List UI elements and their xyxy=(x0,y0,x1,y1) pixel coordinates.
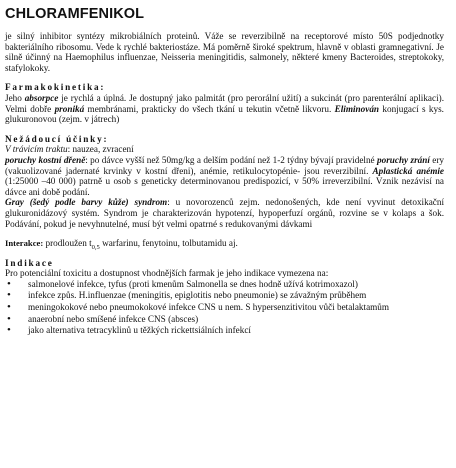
adverse-bone-marrow-paragraph xyxy=(5,155,444,197)
intro-paragraph: je silný inhibitor syntézy mikrobiálních proteinů. Váže se reverzibilně na receptorové místo 50S podjednotky bakteriálního ribosomu. Vede k rychlé bakteriostáze. Má poměrně široké spektrum, hlavně v oblasti gramnegativní. Je silně účinný na Haemophilus influenzae, Neisseria meningitidis, salmonely, některé kmeny Bacteroides, streptokoky, stafylokoky. xyxy=(5,31,444,73)
indications-intro: Pro potenciální toxicitu a dostupnost vhodnějších farmak je jeho indikace vymezena na: xyxy=(5,268,329,279)
adverse-effects-heading: Nežádoucí účinky: xyxy=(5,133,109,144)
interactions-paragraph xyxy=(5,238,444,249)
emphasis-eliminovan: Eliminován xyxy=(334,103,380,114)
subscript: 0,5 xyxy=(91,243,100,251)
adverse-gi-paragraph xyxy=(5,144,444,155)
bullet-icon: • xyxy=(7,312,11,325)
bullet-icon: • xyxy=(7,289,11,302)
text-run: (1:25000 –40 000) patrně u osob s geneticky determinovanou predispozicí, v 50% irreverzibilní. Vznik nezávisí na dávce ani době podání. xyxy=(5,176,444,197)
adverse-gray-syndrome-paragraph xyxy=(5,197,444,229)
text-run: warfarinu, fenytoinu, tolbutamidu aj. xyxy=(99,238,238,249)
list-item xyxy=(5,314,444,325)
bone-marrow-label: poruchy kostní dřeně xyxy=(5,154,86,165)
pharmacokinetics-section xyxy=(5,82,444,124)
text-run: : u novorozenců zejm. nedonošených, kde není vyvinut detoxikační glukuronidázový systém. Syndrom je charakterizován hypotenzí, hypoperfuzí orgánů, rozvine se v kolaps a šok. Podávání, pokud je nevyhnutelné, musí být velmi opatrné s redukovanými dávkami xyxy=(5,197,445,229)
list-item-text: jako alternativa tetracyklinů u těžkých rickettsiálních infekcí xyxy=(28,325,251,336)
text-run: je rychlá a úplná. Je dostupný jako palmitát (pro perorální užití) a sukcinát (pro parenterální aplikaci). Velmi dobře xyxy=(5,92,444,114)
indications-heading: Indikace xyxy=(5,257,54,268)
bullet-icon: • xyxy=(7,301,11,314)
adverse-effects-section xyxy=(5,134,444,229)
document-title: CHLORAMFENIKOL xyxy=(5,6,145,22)
text-run: konjugací s kys. glukuronovou (zejm. v játrech) xyxy=(5,103,444,125)
text-run: membránami, prakticky do všech tkání u tekutin včetně likvoru. xyxy=(84,103,335,114)
emphasis-absorpce: absorpce xyxy=(24,92,59,103)
text-run: ery (vakuolizované jadernaté krvinky v kostní dřeni), anémie, retikulocytopénie- jsou reverzibilní. xyxy=(5,154,444,176)
gi-tract-label: V trávicím traktu xyxy=(5,144,68,155)
list-item xyxy=(5,290,444,301)
gray-syndrome-label: Gray (šedý podle barvy kůže) syndrom xyxy=(5,197,168,208)
bullet-icon: • xyxy=(7,324,11,337)
emphasis-poruchy-zrani: poruchy zrání xyxy=(377,154,430,165)
indications-list xyxy=(5,279,444,336)
list-item xyxy=(5,302,444,313)
list-item-text: infekce způs. H.influenzae (meningitis, epiglotitis nebo pneumonie) se závažným průběhem xyxy=(28,290,367,301)
list-item xyxy=(5,325,444,336)
text-run: prodloužen t xyxy=(43,238,92,249)
text-run: : nauzea, zvracení xyxy=(67,144,134,155)
pharmacokinetics-paragraph xyxy=(5,93,444,125)
pharmacokinetics-heading: Farmakokinetika: xyxy=(5,82,106,93)
bullet-icon: • xyxy=(7,277,11,290)
list-item-text: anaerobní nebo smíšené infekce CNS (absces) xyxy=(28,313,199,324)
interactions-section xyxy=(5,238,444,249)
text-run: Jeho xyxy=(5,92,25,103)
emphasis-pronika: proniká xyxy=(54,103,85,114)
indications-section xyxy=(5,258,444,336)
list-item xyxy=(5,279,444,290)
list-item-text: salmonelové infekce, tyfus (proti kmenům Salmonella se dnes hodně užívá kotrimoxazol) xyxy=(28,278,358,289)
text-run: : po dávce vyšší než 50mg/kg a delším podání než 1-2 týdny bývají pravidelné xyxy=(85,154,377,165)
interactions-label: Interakce: xyxy=(5,238,44,249)
emphasis-aplasticka-anemie: Aplastická anémie xyxy=(372,165,445,176)
list-item-text: meningokokové nebo pneumokokové infekce CNS u nem. S hypersenzitivitou vůči betalaktamům xyxy=(28,302,390,313)
